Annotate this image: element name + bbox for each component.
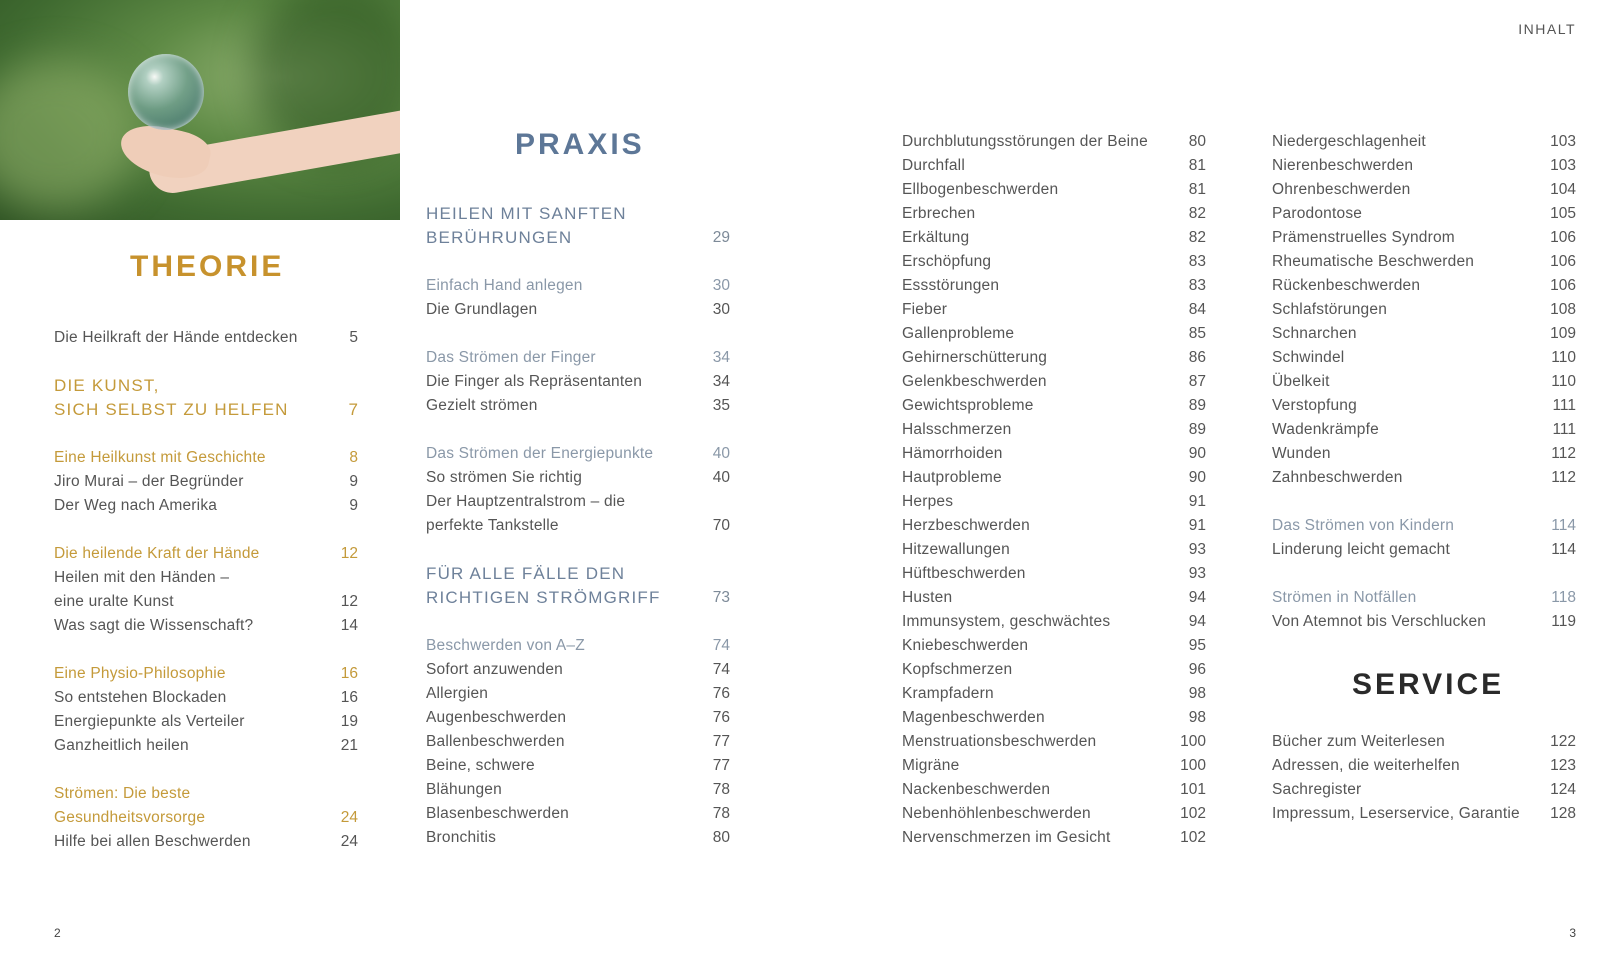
toc-entry[interactable] — [426, 658, 730, 682]
toc-entry[interactable] — [1272, 178, 1576, 202]
toc-entry[interactable] — [1272, 442, 1576, 466]
toc-title: Die Grundlagen — [426, 301, 538, 318]
toc-title: SICH SELBST ZU HELFEN — [54, 400, 289, 419]
toc-title: Parodontose — [1272, 205, 1363, 222]
toc-title: Die heilende Kraft der Hände — [54, 545, 260, 562]
toc-title: Gesundheitsvorsorge — [54, 809, 206, 826]
toc-page: 77 — [712, 733, 730, 750]
toc-section[interactable] — [426, 586, 730, 610]
toc-entry[interactable] — [1272, 298, 1576, 322]
toc-page: 35 — [712, 397, 730, 414]
toc-entry[interactable] — [426, 706, 730, 730]
toc-entry[interactable] — [1272, 202, 1576, 226]
toc-title: Kniebeschwerden — [902, 637, 1029, 654]
toc-entry[interactable] — [1272, 418, 1576, 442]
toc-title: Gallenprobleme — [902, 325, 1015, 342]
toc-page: 83 — [1188, 277, 1206, 294]
toc-title: Bronchitis — [426, 829, 497, 846]
toc-title: Das Strömen von Kindern — [1272, 517, 1455, 534]
toc-title: Adressen, die weiterhelfen — [1272, 757, 1460, 774]
toc-entry[interactable] — [1272, 394, 1576, 418]
toc-title: Ohrenbeschwerden — [1272, 181, 1411, 198]
toc-title: Verstopfung — [1272, 397, 1357, 414]
toc-title: Einfach Hand anlegen — [426, 277, 583, 294]
toc-page: 118 — [1551, 589, 1576, 606]
toc-entry[interactable] — [902, 298, 1206, 322]
toc-page: 83 — [1188, 253, 1206, 270]
toc-title: Allergien — [426, 685, 489, 702]
toc-title: Hüftbeschwerden — [902, 565, 1026, 582]
toc-page: 77 — [712, 757, 730, 774]
toc-title: Ganzheitlich heilen — [54, 737, 189, 754]
toc-title: Krampfadern — [902, 685, 994, 702]
toc-entry[interactable] — [426, 754, 730, 778]
toc-title: Linderung leicht gemacht — [1272, 541, 1450, 558]
praxis-column — [426, 202, 730, 862]
toc-page: 73 — [712, 589, 730, 606]
hand-bubble-photo — [0, 0, 400, 220]
toc-section[interactable] — [54, 374, 358, 398]
toc-page: 86 — [1188, 349, 1206, 366]
toc-title: Strömen: Die beste — [54, 785, 191, 802]
toc-page: 112 — [1551, 469, 1576, 486]
toc-page: 123 — [1550, 757, 1576, 774]
toc-entry[interactable] — [902, 154, 1206, 178]
toc-entry[interactable] — [426, 778, 730, 802]
toc-entry[interactable] — [1272, 466, 1576, 490]
toc-title: Rheumatische Beschwerden — [1272, 253, 1475, 270]
toc-page: 81 — [1188, 181, 1206, 198]
toc-page: 5 — [349, 329, 358, 346]
toc-page: 103 — [1550, 133, 1576, 150]
toc-page: 76 — [712, 685, 730, 702]
toc-entry[interactable] — [54, 734, 358, 758]
toc-title: Sachregister — [1272, 781, 1362, 798]
toc-page: 100 — [1180, 733, 1206, 750]
toc-entry[interactable] — [1272, 250, 1576, 274]
toc-title: Schnarchen — [1272, 325, 1357, 342]
toc-entry[interactable] — [902, 562, 1206, 586]
toc-page: 9 — [349, 497, 358, 514]
toc-page: 128 — [1550, 805, 1576, 822]
toc-entry[interactable] — [902, 802, 1206, 826]
toc-title: Fieber — [902, 301, 948, 318]
toc-page: 119 — [1551, 613, 1576, 630]
toc-title: eine uralte Kunst — [54, 593, 174, 610]
toc-page: 108 — [1550, 301, 1576, 318]
toc-page: 93 — [1188, 541, 1206, 558]
toc-page: 110 — [1551, 349, 1576, 366]
toc-page: 82 — [1188, 205, 1206, 222]
toc-page: 122 — [1550, 733, 1576, 750]
toc-page: 111 — [1552, 397, 1576, 414]
toc-title: Niedergeschlagenheit — [1272, 133, 1426, 150]
toc-entry[interactable] — [1272, 730, 1576, 754]
toc-page: 30 — [712, 277, 730, 294]
toc-page: 106 — [1550, 277, 1576, 294]
toc-chapter[interactable] — [54, 662, 358, 686]
toc-entry[interactable] — [426, 682, 730, 706]
toc-entry[interactable] — [902, 202, 1206, 226]
toc-page: 40 — [712, 445, 730, 462]
toc-title: Augenbeschwerden — [426, 709, 567, 726]
toc-page: 106 — [1550, 253, 1576, 270]
toc-page: 8 — [349, 449, 358, 466]
toc-page: 102 — [1180, 829, 1206, 846]
toc-title: Gelenkbeschwerden — [902, 373, 1047, 390]
toc-title: Blähungen — [426, 781, 502, 798]
toc-page: 124 — [1550, 781, 1576, 798]
toc-page: 103 — [1550, 157, 1576, 174]
toc-entry[interactable] — [902, 586, 1206, 610]
toc-page: 34 — [712, 349, 730, 366]
toc-page: 34 — [712, 373, 730, 390]
toc-title: Nervenschmerzen im Gesicht — [902, 829, 1111, 846]
toc-title: Von Atemnot bis Verschlucken — [1272, 613, 1487, 630]
toc-chapter[interactable] — [426, 442, 730, 466]
toc-page: 78 — [712, 805, 730, 822]
toc-entry[interactable] — [426, 514, 730, 538]
toc-title: Ellbogenbeschwerden — [902, 181, 1059, 198]
toc-title: BERÜHRUNGEN — [426, 228, 573, 247]
toc-entry[interactable] — [54, 590, 358, 614]
toc-title: Zahnbeschwerden — [1272, 469, 1403, 486]
toc-page: 91 — [1188, 517, 1206, 534]
toc-entry[interactable] — [1272, 538, 1576, 562]
toc-entry[interactable] — [902, 130, 1206, 154]
toc-page: 74 — [712, 637, 730, 654]
toc-entry[interactable] — [1272, 226, 1576, 250]
toc-page: 80 — [712, 829, 730, 846]
service-heading: SERVICE — [1352, 668, 1505, 701]
toc-page: 29 — [712, 229, 730, 246]
toc-chapter[interactable] — [54, 782, 358, 806]
toc-page: 98 — [1188, 685, 1206, 702]
toc-title: Sofort anzuwenden — [426, 661, 563, 678]
toc-entry[interactable] — [1272, 778, 1576, 802]
toc-entry[interactable] — [902, 250, 1206, 274]
toc-entry[interactable] — [902, 226, 1206, 250]
toc-title: Jiro Murai – der Begründer — [54, 473, 244, 490]
toc-chapter[interactable] — [1272, 586, 1576, 610]
toc-page: 82 — [1188, 229, 1206, 246]
toc-title: HEILEN MIT SANFTEN — [426, 204, 627, 223]
toc-page: 87 — [1188, 373, 1206, 390]
toc-entry[interactable] — [1272, 610, 1576, 634]
toc-title: Hautprobleme — [902, 469, 1002, 486]
toc-section[interactable] — [426, 226, 730, 250]
toc-chapter[interactable] — [426, 346, 730, 370]
toc-page: 40 — [712, 469, 730, 486]
toc-section[interactable] — [426, 562, 730, 586]
toc-page: 114 — [1551, 517, 1576, 534]
toc-page: 7 — [348, 400, 358, 419]
toc-title: Gezielt strömen — [426, 397, 538, 414]
page-number-left: 2 — [54, 926, 61, 940]
toc-title: Der Weg nach Amerika — [54, 497, 218, 514]
complaints-column-b — [1272, 130, 1576, 860]
toc-entry[interactable] — [902, 394, 1206, 418]
toc-page: 70 — [712, 517, 730, 534]
toc-title: Migräne — [902, 757, 960, 774]
toc-page: 109 — [1550, 325, 1576, 342]
toc-entry[interactable] — [902, 706, 1206, 730]
toc-title: Essstörungen — [902, 277, 1000, 294]
toc-chapter[interactable] — [426, 634, 730, 658]
toc-entry[interactable] — [426, 298, 730, 322]
toc-page: 14 — [340, 617, 358, 634]
toc-entry[interactable] — [1272, 802, 1576, 826]
toc-page: 102 — [1180, 805, 1206, 822]
toc-page: 91 — [1188, 493, 1206, 510]
toc-title: Die Finger als Repräsentanten — [426, 373, 643, 390]
toc-page: 30 — [712, 301, 730, 318]
toc-entry[interactable] — [426, 466, 730, 490]
toc-page: 12 — [340, 545, 358, 562]
toc-title: Die Heilkraft der Hände entdecken — [54, 329, 298, 346]
toc-chapter[interactable] — [54, 542, 358, 566]
toc-title: Erkältung — [902, 229, 970, 246]
toc-entry[interactable] — [902, 514, 1206, 538]
toc-page: 111 — [1552, 421, 1576, 438]
toc-entry[interactable] — [426, 826, 730, 850]
toc-title: Bücher zum Weiterlesen — [1272, 733, 1445, 750]
toc-page: 96 — [1188, 661, 1206, 678]
toc-title: Der Hauptzentralstrom – die — [426, 493, 626, 510]
complaints-column-a — [902, 130, 1206, 860]
toc-section[interactable] — [426, 202, 730, 226]
toc-entry[interactable] — [426, 370, 730, 394]
praxis-heading: PRAXIS — [515, 128, 645, 161]
toc-entry[interactable] — [54, 710, 358, 734]
toc-page: 101 — [1180, 781, 1206, 798]
toc-title: Was sagt die Wissenschaft? — [54, 617, 254, 634]
toc-title: Energiepunkte als Verteiler — [54, 713, 245, 730]
toc-title: Gehirnerschütterung — [902, 349, 1048, 366]
toc-page: 90 — [1188, 445, 1206, 462]
toc-title: Hilfe bei allen Beschwerden — [54, 833, 251, 850]
toc-page: 85 — [1188, 325, 1206, 342]
toc-page: 76 — [712, 709, 730, 726]
toc-page: 21 — [340, 737, 358, 754]
toc-page: 95 — [1188, 637, 1206, 654]
toc-title: Strömen in Notfällen — [1272, 589, 1417, 606]
toc-title: So strömen Sie richtig — [426, 469, 583, 486]
toc-title: Beine, schwere — [426, 757, 535, 774]
toc-title: perfekte Tankstelle — [426, 517, 559, 534]
toc-entry[interactable] — [902, 274, 1206, 298]
toc-page: 19 — [340, 713, 358, 730]
toc-title: FÜR ALLE FÄLLE DEN — [426, 564, 626, 583]
toc-title: Impressum, Leserservice, Garantie — [1272, 805, 1520, 822]
toc-entry[interactable] — [54, 566, 358, 590]
toc-entry[interactable] — [54, 614, 358, 638]
toc-title: Kopfschmerzen — [902, 661, 1013, 678]
toc-title: Husten — [902, 589, 953, 606]
toc-entry[interactable] — [426, 730, 730, 754]
toc-page: 74 — [712, 661, 730, 678]
toc-page: 94 — [1188, 613, 1206, 630]
toc-entry[interactable] — [54, 686, 358, 710]
toc-entry[interactable] — [1272, 754, 1576, 778]
toc-title: Nebenhöhlenbeschwerden — [902, 805, 1091, 822]
toc-page: 89 — [1188, 421, 1206, 438]
bubble-icon — [128, 54, 204, 130]
page-number-right: 3 — [1569, 926, 1576, 940]
toc-entry[interactable] — [54, 470, 358, 494]
toc-entry[interactable] — [1272, 322, 1576, 346]
toc-title: Nierenbeschwerden — [1272, 157, 1414, 174]
toc-title: Durchblutungsstörungen der Beine — [902, 133, 1148, 150]
toc-chapter[interactable] — [54, 446, 358, 470]
toc-page: 110 — [1551, 373, 1576, 390]
toc-title: Nackenbeschwerden — [902, 781, 1051, 798]
toc-page: 90 — [1188, 469, 1206, 486]
toc-page: 24 — [340, 833, 358, 850]
toc-title: Das Strömen der Finger — [426, 349, 596, 366]
toc-title: Eine Heilkunst mit Geschichte — [54, 449, 266, 466]
toc-title: Heilen mit den Händen – — [54, 569, 230, 586]
toc-entry[interactable] — [1272, 130, 1576, 154]
toc-entry[interactable] — [54, 494, 358, 518]
toc-section[interactable] — [54, 398, 358, 422]
toc-entry[interactable] — [902, 826, 1206, 850]
toc-entry[interactable] — [902, 322, 1206, 346]
toc-title: DIE KUNST, — [54, 376, 160, 395]
toc-entry[interactable] — [902, 418, 1206, 442]
toc-title: Blasenbeschwerden — [426, 805, 569, 822]
toc-entry[interactable] — [54, 326, 358, 350]
toc-page: 93 — [1188, 565, 1206, 582]
toc-title: Beschwerden von A–Z — [426, 637, 585, 654]
toc-title: Gewichtsprobleme — [902, 397, 1034, 414]
toc-entry[interactable] — [902, 538, 1206, 562]
toc-chapter[interactable] — [1272, 514, 1576, 538]
toc-title: Immunsystem, geschwächtes — [902, 613, 1111, 630]
toc-chapter[interactable] — [426, 274, 730, 298]
toc-title: Übelkeit — [1272, 373, 1330, 390]
toc-title: Hitzewallungen — [902, 541, 1010, 558]
toc-title: Wunden — [1272, 445, 1331, 462]
toc-title: RICHTIGEN STRÖMGRIFF — [426, 588, 661, 607]
toc-page: 78 — [712, 781, 730, 798]
toc-page: 114 — [1551, 541, 1576, 558]
toc-page: 104 — [1550, 181, 1576, 198]
toc-entry[interactable] — [902, 466, 1206, 490]
toc-page: 80 — [1188, 133, 1206, 150]
toc-page: 98 — [1188, 709, 1206, 726]
toc-entry[interactable] — [902, 682, 1206, 706]
toc-page: 112 — [1551, 445, 1576, 462]
toc-title: Prämenstruelles Syndrom — [1272, 229, 1455, 246]
toc-entry[interactable] — [902, 658, 1206, 682]
toc-page: 106 — [1550, 229, 1576, 246]
toc-entry[interactable] — [902, 730, 1206, 754]
toc-entry[interactable] — [902, 370, 1206, 394]
toc-entry[interactable] — [902, 178, 1206, 202]
toc-entry[interactable] — [426, 490, 730, 514]
toc-page: 105 — [1550, 205, 1576, 222]
toc-page: 16 — [340, 665, 358, 682]
toc-entry[interactable] — [1272, 154, 1576, 178]
toc-page: 81 — [1188, 157, 1206, 174]
toc-title: Das Strömen der Energiepunkte — [426, 445, 654, 462]
toc-entry[interactable] — [1272, 274, 1576, 298]
toc-entry[interactable] — [902, 442, 1206, 466]
toc-title: Eine Physio-Philosophie — [54, 665, 226, 682]
toc-page: 100 — [1180, 757, 1206, 774]
toc-title: Menstruationsbeschwerden — [902, 733, 1097, 750]
toc-page: 89 — [1188, 397, 1206, 414]
toc-title: Magenbeschwerden — [902, 709, 1045, 726]
photo-background-light — [0, 60, 140, 210]
toc-chapter[interactable] — [54, 806, 358, 830]
toc-entry[interactable] — [902, 346, 1206, 370]
toc-page: 16 — [340, 689, 358, 706]
toc-title: Schwindel — [1272, 349, 1345, 366]
toc-page: 94 — [1188, 589, 1206, 606]
toc-title: Erschöpfung — [902, 253, 992, 270]
toc-title: Halsschmerzen — [902, 421, 1012, 438]
toc-title: Hämorrhoiden — [902, 445, 1003, 462]
toc-entry[interactable] — [1272, 370, 1576, 394]
toc-title: Rückenbeschwerden — [1272, 277, 1421, 294]
toc-entry[interactable] — [902, 778, 1206, 802]
toc-title: Wadenkrämpfe — [1272, 421, 1379, 438]
toc-entry[interactable] — [902, 490, 1206, 514]
toc-entry[interactable] — [426, 394, 730, 418]
section-header-label: INHALT — [1518, 21, 1576, 37]
toc-page: 84 — [1188, 301, 1206, 318]
toc-title: Herzbeschwerden — [902, 517, 1030, 534]
toc-entry[interactable] — [902, 610, 1206, 634]
toc-entry[interactable] — [1272, 346, 1576, 370]
toc-title: Schlafstörungen — [1272, 301, 1388, 318]
toc-title: Erbrechen — [902, 205, 976, 222]
toc-entry[interactable] — [54, 830, 358, 854]
toc-title: Durchfall — [902, 157, 965, 174]
toc-entry[interactable] — [902, 754, 1206, 778]
toc-title: Herpes — [902, 493, 954, 510]
toc-entry[interactable] — [426, 802, 730, 826]
toc-page: 24 — [340, 809, 358, 826]
theorie-column — [54, 326, 358, 866]
toc-entry[interactable] — [902, 634, 1206, 658]
toc-page: 9 — [349, 473, 358, 490]
toc-page: 12 — [340, 593, 358, 610]
theorie-heading: THEORIE — [130, 250, 285, 283]
toc-title: So entstehen Blockaden — [54, 689, 227, 706]
toc-title: Ballenbeschwerden — [426, 733, 565, 750]
